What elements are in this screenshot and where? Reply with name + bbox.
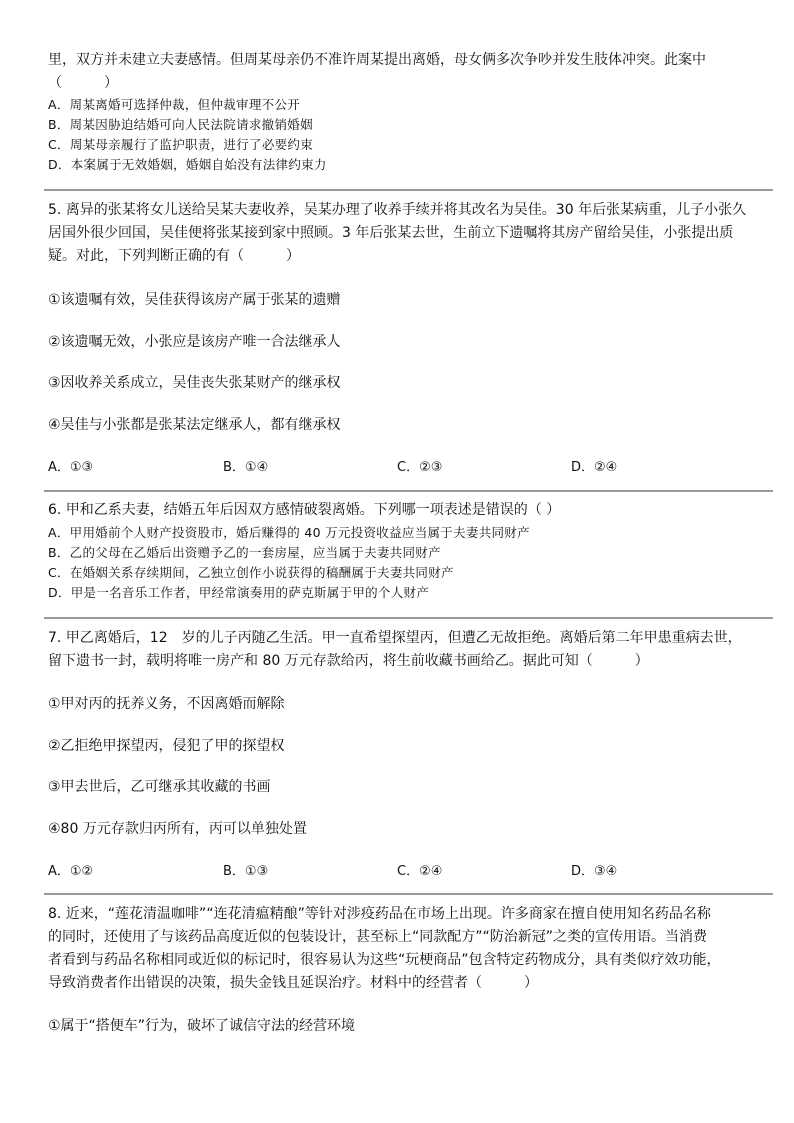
- q6-option-c: C．在婚姻关系存续期间，乙独立创作小说获得的稿酬属于夫妻共同财产: [48, 565, 454, 580]
- q5-choice-a: A．①③: [48, 460, 94, 475]
- q8-stem-line-2: 的同时，还使用了与该药品高度近似的包装设计，甚至标上“同款配方”“防治新冠”之类的宣传用语。当消费: [48, 929, 708, 945]
- q8-statement-1: ①属于“搭便车”行为，破坏了诚信守法的经营环境: [48, 1018, 356, 1034]
- q6-option-d: D．甲是一名音乐工作者，甲经常演奏用的萨克斯属于甲的个人财产: [48, 585, 430, 600]
- divider: [44, 893, 773, 895]
- q7-statement-4: ④80 万元存款归丙所有，丙可以单独处置: [48, 821, 307, 837]
- q7-stem-line-1: 7. 甲乙离婚后，12 岁的儿子丙随乙生活。甲一直希望探望丙，但遭乙无故拒绝。离婚后第二年甲患重病去世，: [48, 630, 742, 646]
- q5-statement-3: ③因收养关系成立，吴佳丧失张某财产的继承权: [48, 375, 341, 391]
- q5-statement-1: ①该遗嘱有效，吴佳获得该房产属于张某的遗赠: [48, 292, 341, 308]
- q4-option-a: A．周某离婚可选择仲裁，但仲裁审理不公开: [48, 97, 301, 112]
- q4-option-c: C．周某母亲履行了监护职责，进行了必要约束: [48, 137, 314, 152]
- q5-choice-b: B．①④: [223, 460, 269, 475]
- divider: [44, 189, 773, 191]
- q5-stem-line-2: 居国外很少回国，吴佳便将张某接到家中照顾。3 年后张某去世，生前立下遗嘱将其房产留给吴佳，小张提出质: [48, 225, 734, 241]
- q7-choices: [48, 860, 748, 880]
- q7-choice-a: A．①②: [48, 864, 94, 879]
- q6-option-a: A．甲用婚前个人财产投资股市，婚后赚得的 40 万元投资收益应当属于夫妻共同财产: [48, 525, 530, 540]
- q5-choice-d: D．②④: [571, 460, 618, 475]
- q6-option-b: B．乙的父母在乙婚后出资赠予乙的一套房屋，应当属于夫妻共同财产: [48, 545, 441, 560]
- q7-statement-3: ③甲去世后，乙可继承其收藏的书画: [48, 779, 271, 795]
- q5-statement-4: ④吴佳与小张都是张某法定继承人，都有继承权: [48, 417, 341, 433]
- q7-stem-line-2: 留下遗书一封，载明将唯一房产和 80 万元存款给丙，将生前收藏书画给乙。据此可知（ ）: [48, 653, 649, 669]
- q7-statement-1: ①甲对丙的抚养义务，不因离婚而解除: [48, 696, 285, 712]
- q8-stem-line-4: 导致消费者作出错误的决策，损失金钱且延误治疗。材料中的经营者（ ）: [48, 975, 538, 991]
- q8-stem-line-1: 8. 近来，“莲花清温咖啡”“连花清瘟精酿”等针对涉疫药品在市场上出现。许多商家在擅自使用知名药品名称: [48, 906, 711, 922]
- q5-choices: [48, 456, 748, 476]
- q7-choice-b: B．①③: [223, 864, 269, 879]
- q4-option-d: D．本案属于无效婚姻，婚姻自始没有法律约束力: [48, 157, 327, 172]
- q5-statement-2: ②该遗嘱无效，小张应是该房产唯一合法继承人: [48, 334, 341, 350]
- q4-option-b: B．周某因胁迫结婚可向人民法院请求撤销婚姻: [48, 117, 313, 132]
- q7-choice-c: C．②④: [397, 864, 443, 879]
- q7-choice-d: D．③④: [571, 864, 618, 879]
- divider: [44, 490, 773, 492]
- q6-stem: 6. 甲和乙系夫妻，结婚五年后因双方感情破裂离婚。下列哪一项表述是错误的（ ）: [48, 502, 561, 518]
- q5-stem-line-3: 疑。对此，下列判断正确的有（ ）: [48, 248, 300, 264]
- q8-stem-line-3: 者看到与药品名称相同或近似的标记时，很容易认为这些“玩梗商品”包含特定药物成分，具有类似疗效功能，: [48, 952, 721, 968]
- q7-statement-2: ②乙拒绝甲探望丙，侵犯了甲的探望权: [48, 738, 285, 754]
- q4-answer-paren: （ ）: [48, 75, 118, 91]
- q5-stem-line-1: 5. 离异的张某将女儿送给吴某夫妻收养，吴某办理了收养手续并将其改名为吴佳。30 年后张某病重，儿子小张久: [48, 202, 747, 218]
- divider: [44, 617, 773, 619]
- q4-continuation: 里，双方并未建立夫妻感情。但周某母亲仍不准许周某提出离婚，母女俩多次争吵并发生肢体冲突。此案中: [48, 52, 706, 68]
- q5-choice-c: C．②③: [397, 460, 443, 475]
